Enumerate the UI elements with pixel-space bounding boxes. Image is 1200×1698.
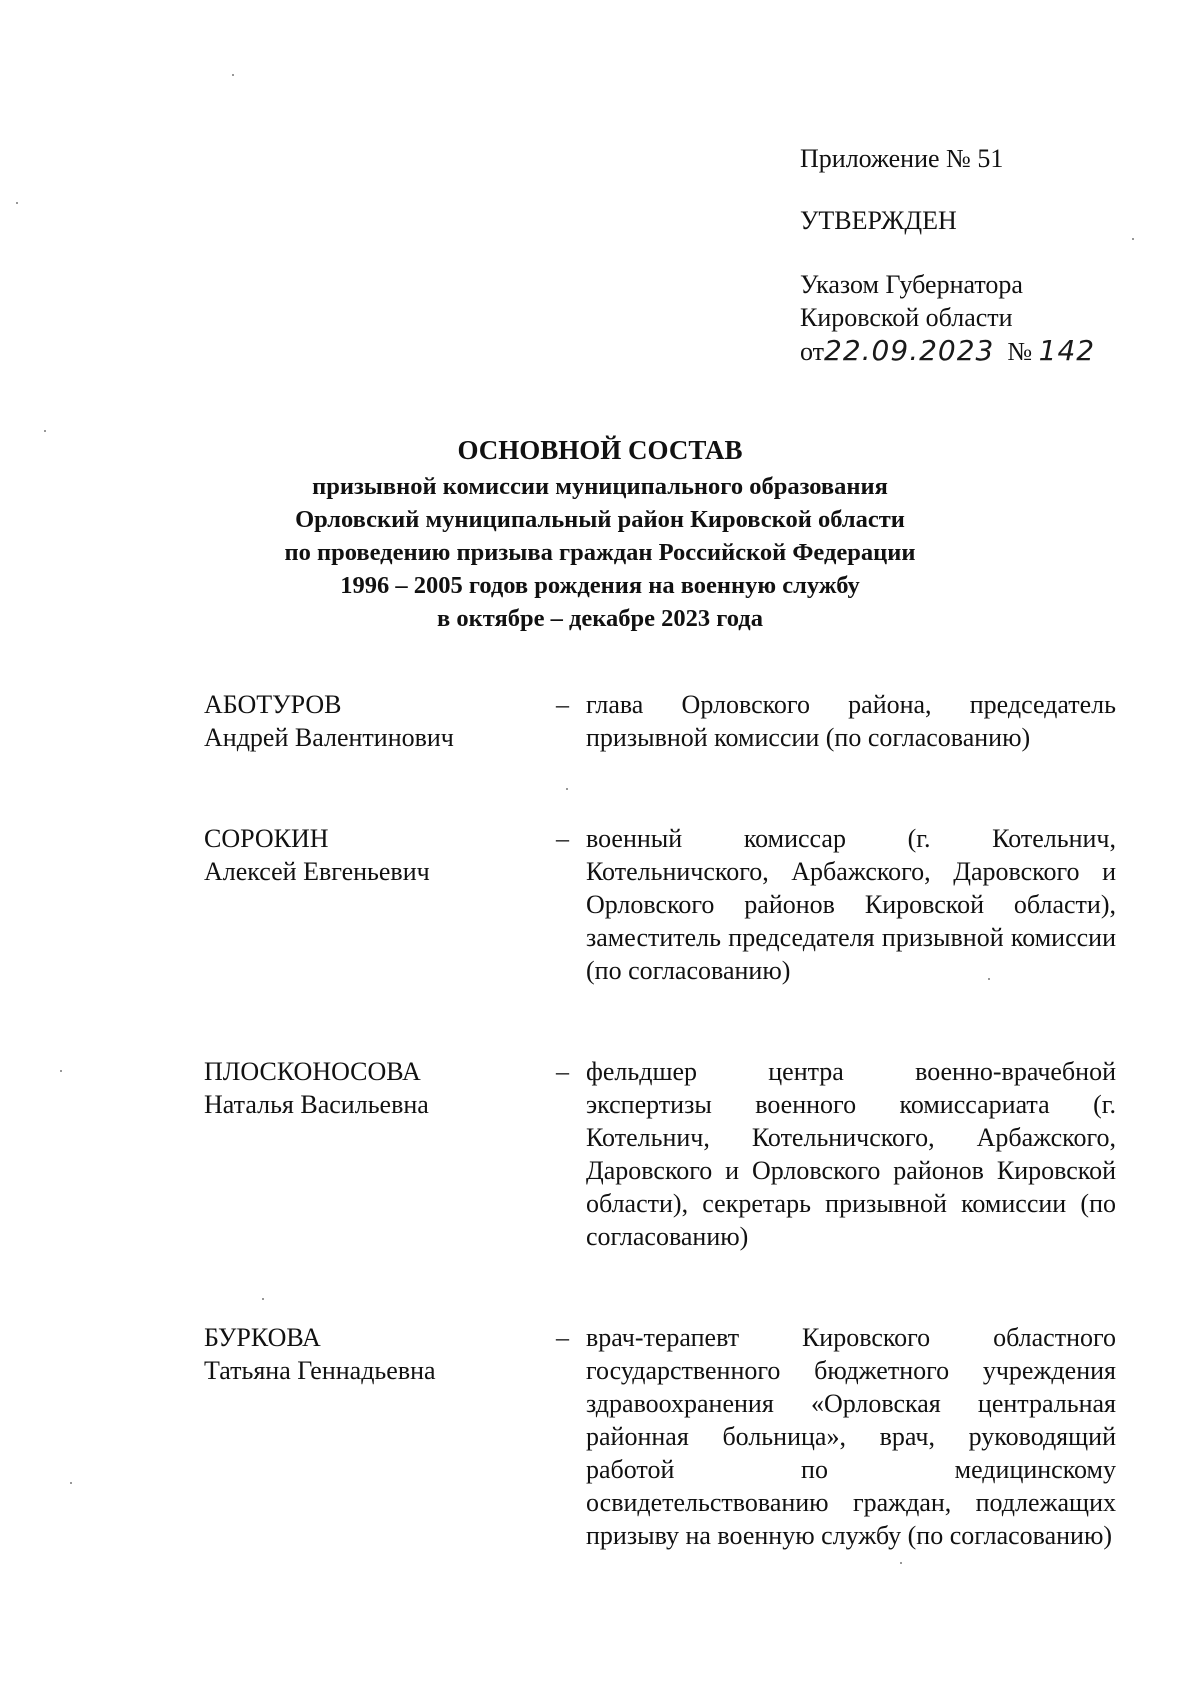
title-main: ОСНОВНОЙ СОСТАВ <box>457 435 743 465</box>
member-role: фельдшер центра военно-врачебной экспертизы военного комиссариата (г. Котельнич, Котельничского, Арбажского, Даровского и Орловского районов Кировской области), секретарь призывной комиссии (по согласованию) <box>586 1057 1116 1251</box>
member-entry <box>204 822 1116 987</box>
member-entry <box>204 1055 1116 1253</box>
member-surname: БУРКОВА <box>204 1323 321 1352</box>
scan-speck <box>900 1562 902 1564</box>
title-line: призывной комиссии муниципального образования <box>312 473 888 500</box>
handwritten-number: 142 <box>1038 334 1096 367</box>
scan-speck <box>1132 238 1134 240</box>
handwritten-date: 22.09.2023 <box>824 334 995 367</box>
members-list <box>204 688 1116 1552</box>
member-dash: – <box>556 1057 569 1086</box>
member-dash: – <box>556 690 569 719</box>
number-prefix: № <box>1007 337 1033 366</box>
date-prefix: от <box>800 337 825 366</box>
scan-speck <box>70 1482 72 1484</box>
member-surname: АБОТУРОВ <box>204 690 342 719</box>
decree-date-line <box>800 334 1160 368</box>
scan-speck <box>262 1298 264 1300</box>
member-dash: – <box>556 824 569 853</box>
member-entry <box>204 1321 1116 1552</box>
approved-label: УТВЕРЖДЕН <box>800 206 957 235</box>
member-role: врач-терапевт Кировского областного государственного бюджетного учреждения здравоохранения «Орловская центральная районная больница», врач, руководящий работой по медицинскому освидетельствованию граждан, подлежащих призыву на военную службу (по согласованию) <box>586 1323 1116 1550</box>
title-line: в октябре – декабре 2023 года <box>437 605 763 632</box>
decree-line-1: Указом Губернатора <box>800 270 1023 299</box>
member-surname: СОРОКИН <box>204 824 329 853</box>
member-name <box>204 688 554 754</box>
appendix-number: Приложение № 51 <box>800 144 1004 173</box>
title-line: по проведению призыва граждан Российской Федерации <box>284 539 916 566</box>
document-title <box>0 430 1200 635</box>
title-line: Орловский муниципальный район Кировской области <box>295 506 905 533</box>
member-entry <box>204 688 1116 754</box>
member-given-names: Татьяна Геннадьевна <box>204 1356 436 1385</box>
member-role: глава Орловского района, председатель призывной комиссии (по согласованию) <box>586 690 1116 752</box>
member-name <box>204 822 554 987</box>
member-dash: – <box>556 1323 569 1352</box>
member-name <box>204 1321 554 1552</box>
scan-speck <box>232 74 234 76</box>
scan-speck <box>16 202 18 204</box>
scan-speck <box>988 978 990 980</box>
title-line: 1996 – 2005 годов рождения на военную службу <box>340 572 860 599</box>
member-surname: ПЛОСКОНОСОВА <box>204 1057 421 1086</box>
member-role: военный комиссар (г. Котельнич, Котельничского, Арбажского, Даровского и Орловского районов Кировской области), заместитель председателя призывной комиссии (по согласованию) <box>586 824 1116 985</box>
scan-speck <box>44 430 46 432</box>
decree-line-2: Кировской области <box>800 303 1013 332</box>
approval-stamp <box>800 142 1160 368</box>
scan-speck <box>566 788 568 790</box>
member-name <box>204 1055 554 1253</box>
member-given-names: Наталья Васильевна <box>204 1090 429 1119</box>
scan-speck <box>60 1070 62 1072</box>
member-given-names: Андрей Валентинович <box>204 723 454 752</box>
member-given-names: Алексей Евгеньевич <box>204 857 430 886</box>
